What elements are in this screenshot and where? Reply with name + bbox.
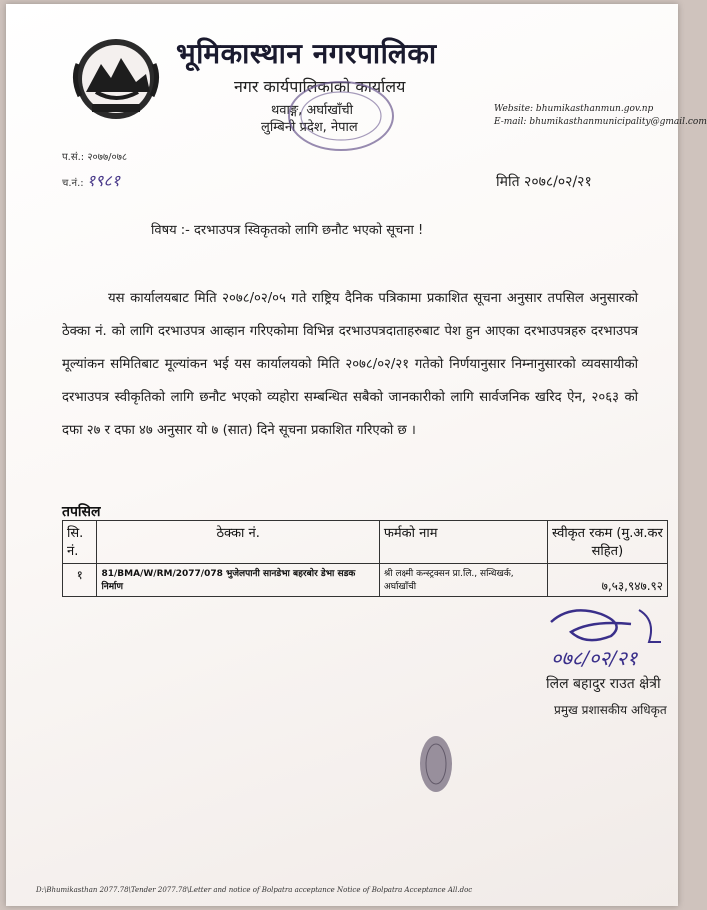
office-stamp (281, 76, 401, 156)
table-heading: तपसिल (62, 504, 101, 520)
municipality-name: भूमिकास्थान नगरपालिका (176, 37, 437, 70)
office-name: नगर कार्यपालिकाको कार्यालय (234, 77, 406, 96)
nepal-emblem-logo (66, 34, 166, 124)
website-text: Website: bhumikasthanmun.gov.np (494, 104, 654, 114)
col-firm: फर्मको नाम (379, 521, 547, 564)
document-page (6, 4, 707, 906)
file-path-footer: D:\Bhumikasthan 2077.78\Tender 2077.78\Letter and notice of Bolpatra acceptance Notice of Bolpatra Acceptance All.doc (36, 886, 473, 894)
email-text: E-mail: bhumikasthanmunicipality@gmail.com (494, 117, 707, 127)
thumbprint-mark (416, 732, 456, 797)
acceptance-table (62, 520, 668, 597)
signature-date: ०७८/०२/२१ (551, 646, 638, 670)
cell-serial: १ (63, 564, 97, 597)
dispatch-number (62, 169, 120, 191)
dispatch-value: १९८१ (86, 171, 121, 190)
signatory-name: लिल बहादुर राउत क्षेत्री (546, 676, 661, 692)
table-header-row (63, 521, 668, 564)
letter-reference-number: प.सं.: २०७७/०७८ (62, 152, 128, 163)
address-line-1: थवाङ्ग, अर्घाखाँची (271, 103, 354, 118)
address-line-2: लुम्बिनी प्रदेश, नेपाल (261, 120, 358, 135)
signatory-designation: प्रमुख प्रशासकीय अधिकृत (554, 703, 667, 717)
col-serial: सि. नं. (63, 521, 97, 564)
col-contract: ठेक्का नं. (97, 521, 379, 564)
cell-firm: श्री लक्ष्मी कन्स्ट्रक्सन प्रा.लि., सन्धिखर्क, अर्घाखाँची (379, 564, 547, 597)
notice-body: यस कार्यालयबाट मिति २०७८/०२/०५ गते राष्ट्रिय दैनिक पत्रिकामा प्रकाशित सूचना अनुसार तपसिल अनुसारको ठेक्का नं. को लागि दरभाउपत्र आव्हान गरिएकोमा विभिन्न दरभाउपत्रदाताहरुबाट पेश हुन आएका दरभाउपत्रहरु दरभाउपत्र मूल्यांकन समितिबाट मूल्यांकन भई यस कार्यालयको मिति २०७८/०२/२१ गतेको निर्णयानुसार निम्नानुसारको व्यवसायीको दरभाउपत्र स्वीकृतिको लागि छनौट भएको व्यहोरा सम्बन्धित सबैको जानकारीको लागि सार्वजनिक खरिद ऐन, २०६३ को दफा २७ र दफा ४७ अनुसार यो ७ (सात) दिने सूचना प्रकाशित गरिएको छ । (62, 291, 638, 438)
table-row (63, 564, 668, 597)
letter-date: मिति २०७८/०२/२१ (496, 174, 592, 190)
subject-line: विषय :- दरभाउपत्र स्विकृतको लागि छनौट भएको सूचना ! (151, 223, 424, 238)
cell-amount: ७,५३,९४७.९२ (547, 564, 667, 597)
dispatch-label: च.नं.: (62, 178, 84, 189)
cell-contract: 81/BMA/W/RM/2077/078 भुजेलपानी सानडेभा बहरबोर डेभा सडक निर्माण (97, 564, 379, 597)
col-amount: स्वीकृत रकम (मु.अ.कर सहित) (547, 521, 667, 564)
